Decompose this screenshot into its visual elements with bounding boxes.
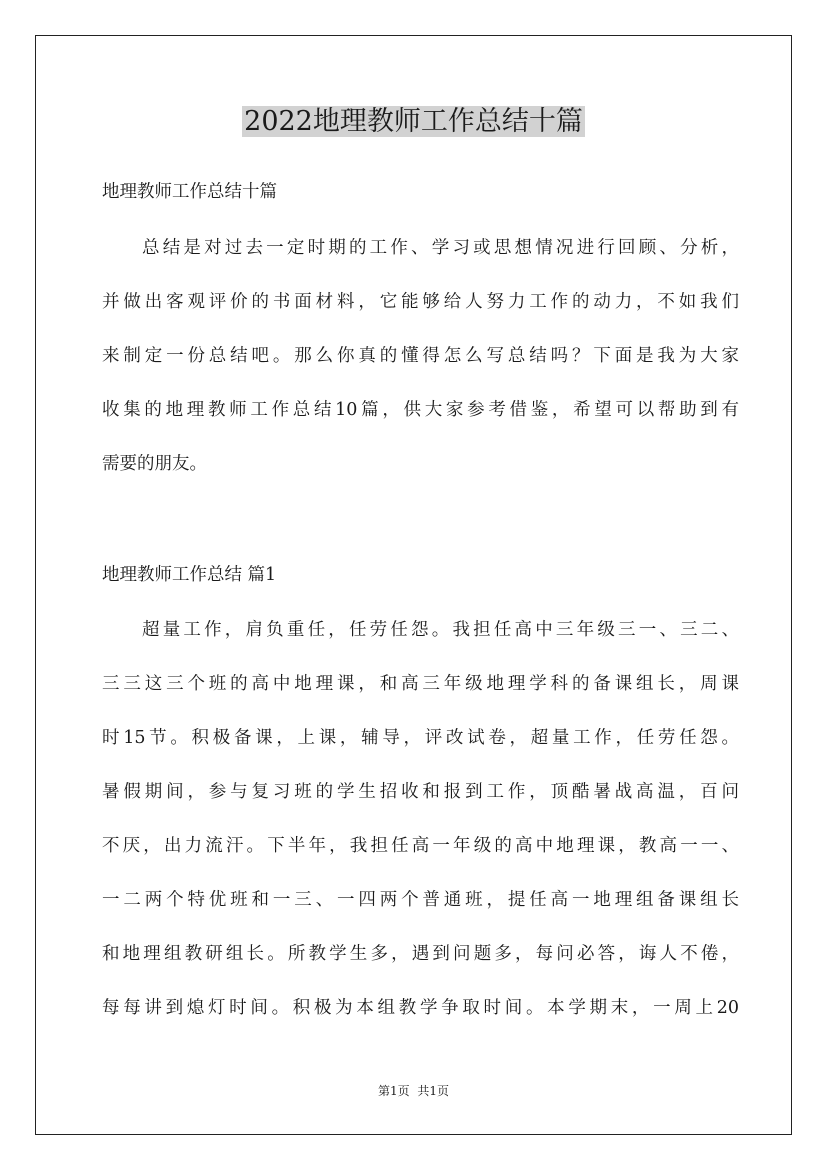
section-line: 一二两个特优班和一三、一四两个普通班，提任高一地理组备课组长 <box>102 890 739 910</box>
intro-line: 需要的朋友。 <box>102 454 207 474</box>
document-subtitle: 地理教师工作总结十篇 <box>102 182 277 202</box>
intro-line: 并做出客观评价的书面材料，它能够给人努力工作的动力，不如我们 <box>102 292 739 312</box>
intro-line: 来制定一份总结吧。那么你真的懂得怎么写总结吗？下面是我为大家 <box>102 346 739 366</box>
section-line: 每每讲到熄灯时间。积极为本组教学争取时间。本学期末，一周上20 <box>102 998 739 1018</box>
document-title <box>0 102 827 142</box>
document-title-text: 2022地理教师工作总结十篇 <box>244 106 583 137</box>
section-line: 不厌，出力流汗。下半年，我担任高一年级的高中地理课，教高一一、 <box>102 836 739 856</box>
section-line: 超量工作，肩负重任，任劳任怨。我担任高中三年级三一、三二、 <box>142 620 739 640</box>
section-line: 暑假期间，参与复习班的学生招收和报到工作，顶酷暑战高温，百问 <box>102 782 739 802</box>
intro-line: 收集的地理教师工作总结10篇，供大家参考借鉴，希望可以帮助到有 <box>102 400 739 420</box>
section-line: 和地理组教研组长。所教学生多，遇到问题多，每问必答，诲人不倦， <box>102 944 739 964</box>
section-line: 时15节。积极备课，上课，辅导，评改试卷，超量工作，任劳任怨。 <box>102 728 739 748</box>
intro-line: 总结是对过去一定时期的工作、学习或思想情况进行回顾、分析， <box>142 238 739 258</box>
page-footer: 第1页 共1页 <box>377 1084 450 1098</box>
section-line: 三三这三个班的高中地理课，和高三年级地理学科的备课组长，周课 <box>102 674 739 694</box>
section-heading: 地理教师工作总结 篇1 <box>102 565 277 585</box>
